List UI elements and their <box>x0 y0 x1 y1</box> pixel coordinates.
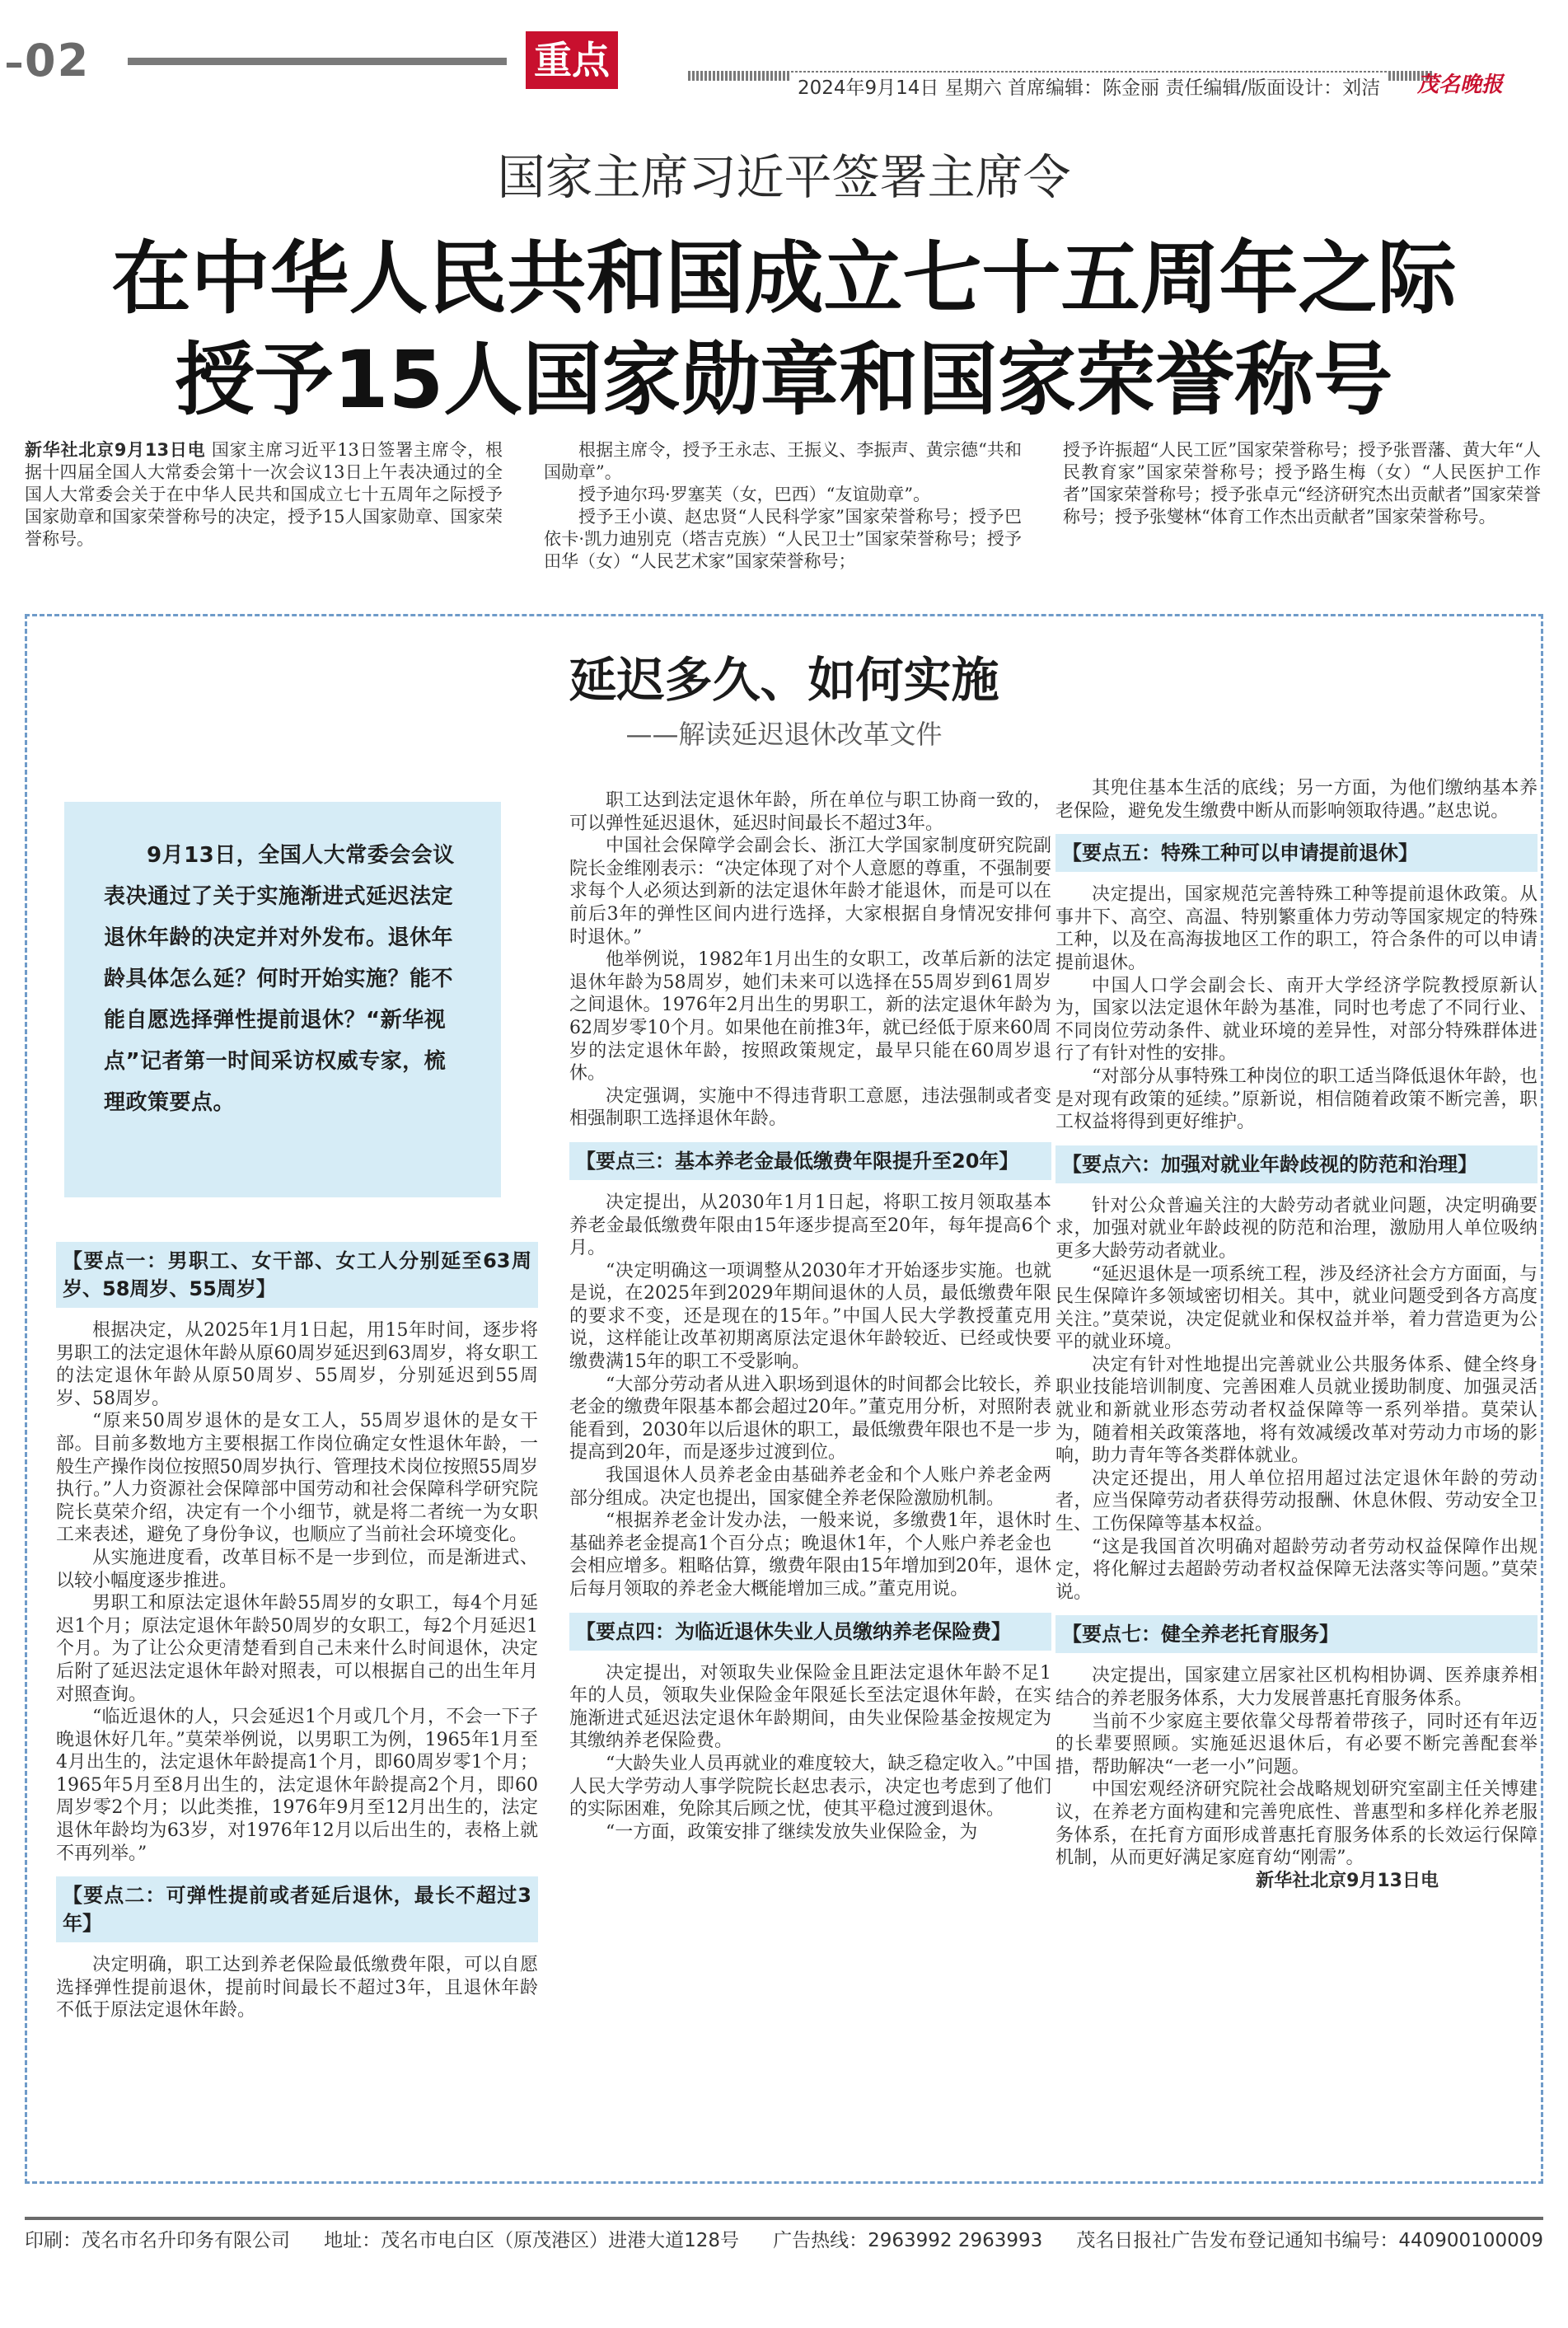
key-point-heading: 【要点一：男职工、女干部、女工人分别延至63周岁、58周岁、55周岁】 <box>56 1242 538 1308</box>
footer-registration: 茂名日报社广告发布登记通知书编号：440900100009 <box>1076 2230 1543 2251</box>
body-paragraph: 当前不少家庭主要依靠父母帮着带孩子，同时还有年迈的长辈要照顾。实施延迟退休后，有必要不断完善配套举措，帮助解决“一老一小”问题。 <box>1055 1711 1538 1778</box>
body-paragraph: “大部分劳动者从进入职场到退休的时间都会比较长，养老金的缴费年限基本都会超过20年。”董克用分析，对照附表能看到，2030年以后退休的职工，最低缴费年限也不是一步提高到20年，而是逐步过渡到位。 <box>569 1374 1051 1464</box>
body-paragraph: 决定提出，对领取失业保险金且距法定退休年龄不足1年的人员，领取失业保险金年限延长至法定退休年龄，在实施渐进式延迟法定退休年龄期间，由失业保险基金按规定为其缴纳养老保险费。 <box>569 1662 1051 1752</box>
body-paragraph: 决定提出，国家规范完善特殊工种等提前退休政策。从事井下、高空、高温、特别繁重体力劳动等国家规定的特殊工种，以及在高海拔地区工作的职工，符合条件的可以申请提前退休。 <box>1055 884 1538 973</box>
body-paragraph: 决定强调，实施中不得违背职工意愿，违法强制或者变相强制职工选择退休年龄。 <box>569 1085 1051 1130</box>
lead-paragraph: 授予许振超“人民工匠”国家荣誉称号；授予张晋藩、黄大年“人民教育家”国家荣誉称号；授予路生梅（女）“人民医护工作者”国家荣誉称号；授予张卓元“经济研究杰出贡献者”国家荣誉称号；授予张燮林“体育工作杰出贡献者”国家荣誉称号。 <box>1063 440 1541 527</box>
body-paragraph: 职工达到法定退休年龄，所在单位与职工协商一致的，可以弹性延迟退休，延迟时间最长不超过3年。 <box>569 790 1051 834</box>
footer-rule <box>25 2217 1543 2220</box>
key-point-heading: 【要点三：基本养老金最低缴费年限提升至20年】 <box>569 1142 1051 1180</box>
lead-column-3 <box>1063 439 1541 528</box>
paper-logo: 茂名晚报 <box>1417 73 1504 97</box>
key-point-heading: 【要点六：加强对就业年龄歧视的防范和治理】 <box>1055 1145 1538 1183</box>
body-paragraph: “这是我国首次明确对超龄劳动者劳动权益保障作出规定，将化解过去超龄劳动者权益保障无法落实等问题。”莫荣说。 <box>1055 1536 1538 1603</box>
body-paragraph: “根据养老金计发办法，一般来说，多缴费1年，退休时基础养老金提高1个百分点；晚退休1年，个人账户养老金也会相应增多。粗略估算，缴费年限由15年增加到20年，退休后每月领取的养老金大概能增加三成。”董克用说。 <box>569 1511 1051 1600</box>
lead-paragraph: 授予迪尔玛·罗塞芙（女，巴西）“友谊勋章”。 <box>578 485 931 504</box>
body-paragraph: “大龄失业人员再就业的难度较大，缺乏稳定收入。”中国人民大学劳动人事学院院长赵忠表示，决定也考虑到了他们的实际困难，免除其后顾之忧，使其平稳过渡到退休。 <box>569 1753 1051 1820</box>
lead-paragraph: 根据主席令，授予王永志、王振义、李振声、黄宗德“共和国勋章”。 <box>544 440 1022 482</box>
body-paragraph: 男职工和原法定退休年龄55周岁的女职工，每4个月延迟1个月；原法定退休年龄50周岁的女职工，每2个月延迟1个月。为了让公众更清楚看到自己未来什么时间退休，决定后附了延迟法定退休年龄对照表，可以根据自己的出生年月对照查询。 <box>56 1593 538 1705</box>
body-paragraph: “对部分从事特殊工种岗位的职工适当降低退休年龄，也是对现有政策的延续。”原新说，相信随着政策不断完善，职工权益将得到更好维护。 <box>1055 1066 1538 1133</box>
headline-line-1: 在中华人民共和国成立七十五周年之际 <box>111 232 1457 325</box>
body-paragraph: 中国人口学会副会长、南开大学经济学院教授原新认为，国家以法定退休年龄为基准，同时也考虑了不同行业、不同岗位劳动条件、就业环境的差异性，对部分特殊群体进行了有针对性的安排。 <box>1055 975 1538 1065</box>
key-point-heading: 【要点五：特殊工种可以申请提前退休】 <box>1055 834 1538 872</box>
body-paragraph: 从实施进度看，改革目标不是一步到位，而是渐进式、以较小幅度逐步推进。 <box>56 1547 538 1591</box>
lead-column-2 <box>544 439 1022 573</box>
body-paragraph: 决定提出，从2030年1月1日起，将职工按月领取基本养老金最低缴费年限由15年逐步提高至20年，每年提高6个月。 <box>569 1192 1051 1259</box>
feature-title: 延迟多久、如何实施 <box>569 652 999 708</box>
body-paragraph: 我国退休人员养老金由基础养老金和个人账户养老金两部分组成。决定也提出，国家健全养老保险激励机制。 <box>569 1465 1051 1509</box>
lead-body: 国家主席习近平13日签署主席令，根据十四届全国人大常委会第十一次会议13日上午表决通过的全国人大常委会关于在中华人民共和国成立七十五周年之际授予国家勋章和国家荣誉称号的决定，授予15人国家勋章、国家荣誉称号。 <box>25 440 503 549</box>
body-paragraph: “延迟退休是一项系统工程，涉及经济社会方方面面，与民生保障许多领域密切相关。其中，就业问题受到各方高度关注。”莫荣说，决定促就业和保权益并举，着力营造更为公平的就业环境。 <box>1055 1263 1538 1353</box>
body-paragraph: “临近退休的人，只会延迟1个月或几个月，不会一下子晚退休好几年。”莫荣举例说，以男职工为例，1965年1月至4月出生的，法定退休年龄提高1个月，即60周岁零1个月；1965年5月至8月出生的，法定退休年龄提高2个月，即60周岁零2个月；以此类推，1976年9月至12月出生的，法定退休年龄均为63岁，对1976年12月以后出生的，表格上就不再列举。” <box>56 1707 538 1864</box>
lead-byline: 新华社北京9月13日电 <box>25 440 206 460</box>
body-paragraph: 其兜住基本生活的底线；另一方面，为他们缴纳基本养老保险，避免发生缴费中断从而影响领取待遇。”赵忠说。 <box>1055 778 1538 822</box>
feature-box <box>25 614 1543 2184</box>
body-paragraph: “原来50周岁退休的是女工人，55周岁退休的是女干部。目前多数地方主要根据工作岗位确定女性退休年龄，一般生产操作岗位按照50周岁执行、管理技术岗位按照55周岁执行。”人力资源社会保障部中国劳动和社会保障科学研究院院长莫荣介绍，决定有一个小细节，就是将二者统一为女职工来表述，避免了身份争议，也顺应了当前社会环境变化。 <box>56 1411 538 1546</box>
key-point-heading: 【要点七：健全养老托育服务】 <box>1055 1615 1538 1653</box>
footer <box>25 2225 1543 2252</box>
lead-column-1 <box>25 439 503 550</box>
headline-kicker: 国家主席习近平签署主席令 <box>497 149 1071 205</box>
headline-line-2: 授予15人国家勋章和国家荣誉称号 <box>175 334 1393 426</box>
body-paragraph: 决定明确，职工达到养老保险最低缴费年限，可以自愿选择弹性提前退休，提前时间最长不超过3年，且退休年龄不低于原法定退休年龄。 <box>56 1955 538 2021</box>
body-paragraph: 中国宏观经济研究院社会战略规划研究室副主任关博建议，在养老方面构建和完善兜底性、普惠型和多样化养老服务体系，在托育方面形成普惠托育服务体系的长效运行保障机制，从而更好满足家庭育幼“刚需”。 <box>1055 1779 1538 1869</box>
article-signoff: 新华社北京9月13日电 <box>1256 1870 1439 1891</box>
body-paragraph: 根据决定，从2025年1月1日起，用15年时间，逐步将男职工的法定退休年龄从原60周岁延迟到63周岁，将女职工的法定退休年龄从原50周岁、55周岁，分别延迟到55周岁、58周岁。 <box>56 1320 538 1409</box>
masthead-rule <box>128 58 507 65</box>
body-paragraph: 决定提出，国家建立居家社区机构相协调、医养康养相结合的养老服务体系，大力发展普惠托育服务体系。 <box>1055 1665 1538 1709</box>
footer-printer: 印刷：茂名市名升印务有限公司 <box>25 2230 290 2251</box>
body-paragraph: “决定明确这一项调整从2030年才开始逐步实施。也就是说，在2025年到2029年期间退休的人员，最低缴费年限的要求不变，还是现在的15年。”中国人民大学教授董克用说，这样能让改革初期离原法定退休年龄较近、已经或快要缴费满15年的职工不受影响。 <box>569 1260 1051 1373</box>
footer-ad-hotline: 广告热线：2963992 2963993 <box>773 2230 1043 2251</box>
key-point-heading: 【要点二：可弹性提前或者延后退休，最长不超过3年】 <box>56 1876 538 1942</box>
section-tag: 重点 <box>526 31 618 89</box>
body-paragraph: 针对公众普遍关注的大龄劳动者就业问题，决定明确要求，加强对就业年龄歧视的防范和治理，激励用人单位吸纳更多大龄劳动者就业。 <box>1055 1195 1538 1262</box>
feature-column-1 <box>56 1230 538 2022</box>
body-paragraph: 决定还提出，用人单位招用超过法定退休年龄的劳动者，应当保障劳动者获得劳动报酬、休息休假、劳动安全卫生、工伤保障等基本权益。 <box>1055 1468 1538 1535</box>
lead-paragraph: 授予王小谟、赵忠贤“人民科学家”国家荣誉称号；授予巴依卡·凯力迪别克（塔吉克族）“人民卫士”国家荣誉称号；授予田华（女）“人民艺术家”国家荣誉称号； <box>544 507 1022 571</box>
body-paragraph: 决定有针对性地提出完善就业公共服务体系、健全终身职业技能培训制度、完善困难人员就业援助制度、加强灵活就业和新就业形态劳动者权益保障等一系列举措。莫荣认为，随着相关政策落地，将有效减缓改革对劳动力市场的影响，助力青年等各类群体就业。 <box>1055 1354 1538 1467</box>
feature-subtitle: ——解读延迟退休改革文件 <box>625 719 943 750</box>
feature-intro: 9月13日，全国人大常委会会议表决通过了关于实施渐进式延迟法定退休年龄的决定并对外发布。退休年龄具体怎么延？何时开始实施？能不能自愿选择弹性提前退休？“新华视点”记者第一时间采访权威专家，梳理政策要点。 <box>64 802 501 1197</box>
footer-address: 地址：茂名市电白区（原茂港区）进港大道128号 <box>324 2230 739 2251</box>
dateline: 2024年9月14日 星期六 首席编辑：陈金丽 责任编辑/版面设计：刘洁 <box>791 73 1387 100</box>
body-paragraph: “一方面，政策安排了继续发放失业保险金，为 <box>606 1821 978 1843</box>
lead-paragraph <box>25 439 503 550</box>
page-number: 02 <box>25 35 91 87</box>
body-paragraph: 他举例说，1982年1月出生的女职工，改革后新的法定退休年龄为58周岁，她们未来可以选择在55周岁到61周岁之间退休。1976年2月出生的男职工，新的法定退休年龄为62周岁零10个月。如果他在前推3年，就已经低于原来60周岁的法定退休年龄，按照政策规定，最早只能在60周岁退休。 <box>569 949 1051 1084</box>
feature-column-3 <box>1055 777 1538 1892</box>
body-paragraph: 中国社会保障学会副会长、浙江大学国家制度研究院副院长金维刚表示：“决定体现了对个人意愿的尊重，不强制要求每个人必须达到新的法定退休年龄才能退休，而是可以在前后3年的弹性区间内进行选择，大家根据自身情况安排何时退休。” <box>569 836 1051 948</box>
feature-column-2 <box>569 789 1051 1843</box>
key-point-heading: 【要点四：为临近退休失业人员缴纳养老保险费】 <box>569 1613 1051 1651</box>
masthead <box>25 31 1524 99</box>
